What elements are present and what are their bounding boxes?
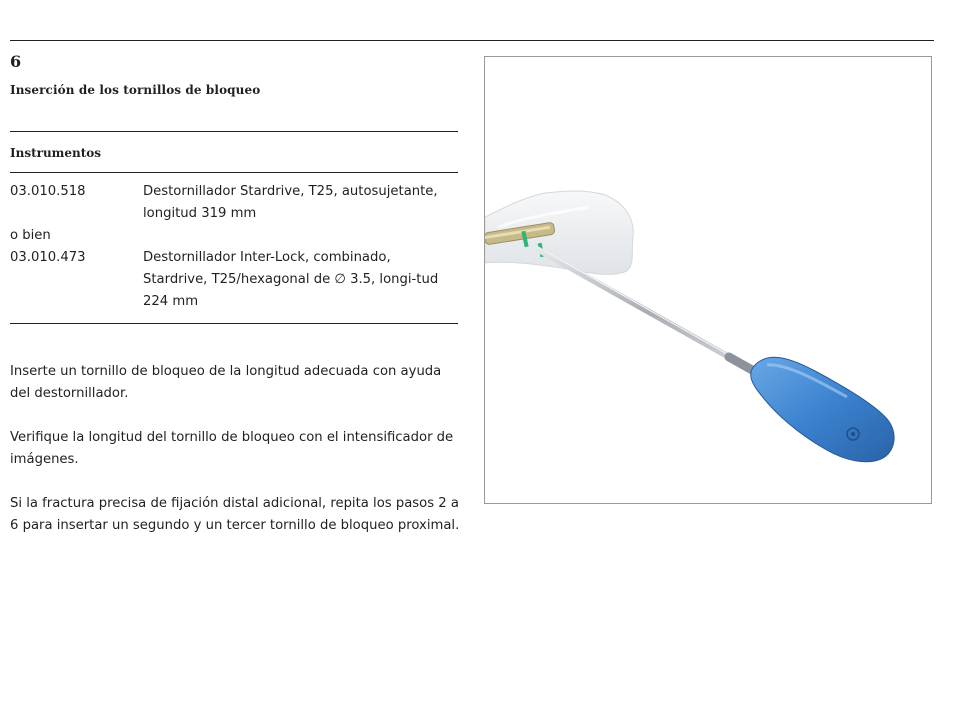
procedure-figure <box>484 56 932 504</box>
instruction-paragraph: Inserte un tornillo de bloqueo de la longitud adecuada con ayuda del destornillador. <box>10 364 442 401</box>
instrument-code: 03.010.473 <box>10 250 86 265</box>
step-number: 6 <box>10 52 22 71</box>
alternative-label: o bien <box>10 228 51 243</box>
instrument-alternative <box>10 225 458 247</box>
screwdriver-illustration <box>485 57 932 504</box>
instrument-description: Destornillador Stardrive, T25, autosujetante, longitud 319 mm <box>143 184 438 221</box>
screwdriver-handle <box>751 357 894 461</box>
instrument-code: 03.010.518 <box>10 184 86 199</box>
instruments-body <box>10 173 458 323</box>
instruments-header: Instrumentos <box>10 132 458 173</box>
step-title: Inserción de los tornillos de bloqueo <box>10 83 261 97</box>
top-rule <box>10 40 934 41</box>
instructions-text <box>10 361 462 559</box>
shaft-highlight <box>545 251 757 371</box>
instrument-row <box>10 181 458 225</box>
handle-logo-center <box>851 432 855 436</box>
instrument-description: Destornillador Inter-Lock, combinado, Stardrive, T25/hexagonal de ∅ 3.5, longi-tud 224 mm <box>143 250 439 309</box>
instruction-paragraph: Si la fractura precisa de fijación distal adicional, repita los pasos 2 a 6 para insertar un segundo y un tercer tornillo de bloqueo proximal. <box>10 496 460 533</box>
instrument-row <box>10 247 458 313</box>
instruction-paragraph: Verifique la longitud del tornillo de bloqueo con el intensificador de imágenes. <box>10 430 454 467</box>
instruments-table <box>10 131 458 324</box>
